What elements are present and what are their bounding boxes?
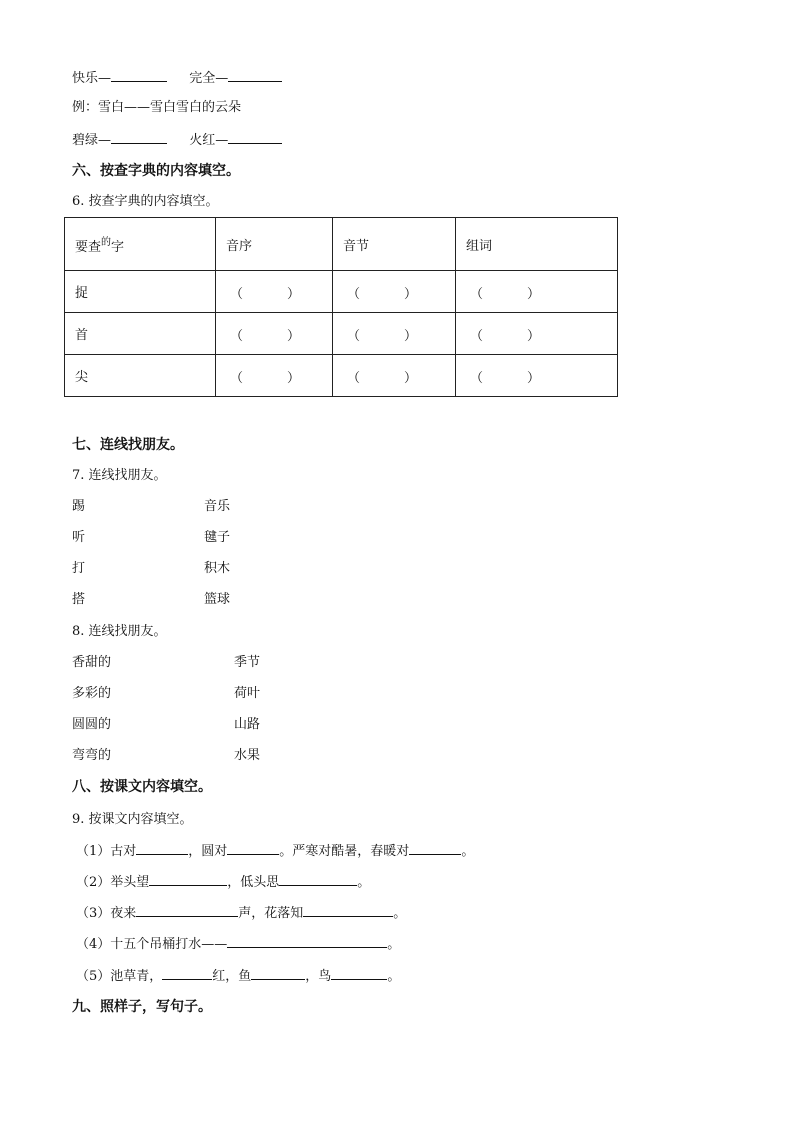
blank-input[interactable] [409,843,461,855]
blank-input[interactable] [149,874,227,886]
fill-line-3 [76,905,406,922]
text: 红，鱼 [212,969,252,984]
row-char: 尖 [65,355,216,397]
header-text-sup: 的 [101,237,112,248]
match-right-item[interactable]: 水果 [234,748,261,763]
match-right-item[interactable]: 山路 [234,717,261,732]
match-right-item[interactable]: 积木 [204,561,231,576]
blank-input[interactable] [136,843,188,855]
table-row [65,355,618,397]
match-left-item[interactable]: 踢 [72,499,86,514]
row-char: 首 [65,313,216,355]
header-text-tail: 字 [111,240,125,255]
text: （1）古对 [76,844,137,859]
blank-input[interactable] [303,905,393,917]
text: （2）举头望 [76,875,150,890]
fill-line-2 [76,874,370,891]
match-left-item[interactable]: 弯弯的 [72,748,112,763]
question-7: 7. 连线找朋友。 [72,468,167,483]
blank-input[interactable] [227,843,279,855]
header-cell-yinjie: 音节 [333,218,456,271]
line-bilv-huohong [72,132,282,149]
header-cell-zuci: 组词 [456,218,618,271]
text: 声，花落知 [238,906,304,921]
text: （5）池草青， [76,969,163,984]
match-right-item[interactable]: 篮球 [204,592,231,607]
answer-cell[interactable]: （ ） [456,313,618,355]
match-left-item[interactable]: 圆圆的 [72,717,112,732]
table-row [65,313,618,355]
fill-line-1 [76,843,474,860]
word-kuaile: 快乐— [72,71,112,86]
text: 。严寒对酷暑，春暖对 [279,844,410,859]
answer-cell[interactable]: （ ） [216,355,333,397]
text: ，圆对 [188,844,228,859]
header-text-main: 要查 [75,240,102,255]
answer-cell[interactable]: （ ） [333,271,456,313]
text: 。 [461,844,475,859]
match-left-item[interactable]: 多彩的 [72,686,112,701]
text: ，低头思 [227,875,280,890]
answer-cell[interactable]: （ ） [333,355,456,397]
match-left-item[interactable]: 搭 [72,592,86,607]
text: （4）十五个吊桶打水—— [76,937,228,952]
header-cell-yinxu: 音序 [216,218,333,271]
header-cell-word [65,218,216,271]
match-right-item[interactable]: 毽子 [204,530,231,545]
blank-input[interactable] [136,905,238,917]
text: 。 [357,875,371,890]
text: ，鸟 [305,969,332,984]
blank-input[interactable] [227,936,387,948]
text: 。 [393,906,407,921]
section8-heading: 八、按课文内容填空。 [72,779,212,795]
answer-cell[interactable]: （ ） [216,271,333,313]
line-kuaile-wanquan [72,70,282,87]
table-header-row [65,218,618,271]
word-bilv: 碧绿— [72,133,112,148]
fill-line-5 [76,968,400,985]
question-9: 9. 按课文内容填空。 [72,812,193,827]
blank-input[interactable] [228,70,282,82]
question-8: 8. 连线找朋友。 [72,624,167,639]
table-row [65,271,618,313]
section6-heading: 六、按查字典的内容填空。 [72,163,240,179]
word-wanquan: 完全— [189,71,229,86]
fill-line-4 [76,936,400,953]
blank-input[interactable] [162,968,212,980]
match-right-item[interactable]: 音乐 [204,499,231,514]
text: 。 [387,937,401,952]
match-left-item[interactable]: 打 [72,561,86,576]
word-huohong: 火红— [189,133,229,148]
match-right-item[interactable]: 荷叶 [234,686,261,701]
blank-input[interactable] [279,874,357,886]
text: 。 [387,969,401,984]
row-char: 捉 [65,271,216,313]
match-left-item[interactable]: 听 [72,530,86,545]
match-left-item[interactable]: 香甜的 [72,655,112,670]
blank-input[interactable] [228,132,282,144]
match-right-item[interactable]: 季节 [234,655,261,670]
text: （3）夜来 [76,906,137,921]
blank-input[interactable] [331,968,387,980]
question-6: 6. 按查字典的内容填空。 [72,194,219,209]
blank-input[interactable] [111,132,167,144]
blank-input[interactable] [251,968,305,980]
answer-cell[interactable]: （ ） [456,271,618,313]
dictionary-table [64,217,618,397]
answer-cell[interactable]: （ ） [216,313,333,355]
example-line: 例：雪白——雪白雪白的云朵 [72,100,242,115]
answer-cell[interactable]: （ ） [456,355,618,397]
section9-heading: 九、照样子，写句子。 [72,999,212,1015]
answer-cell[interactable]: （ ） [333,313,456,355]
blank-input[interactable] [111,70,167,82]
section7-heading: 七、连线找朋友。 [72,437,184,453]
